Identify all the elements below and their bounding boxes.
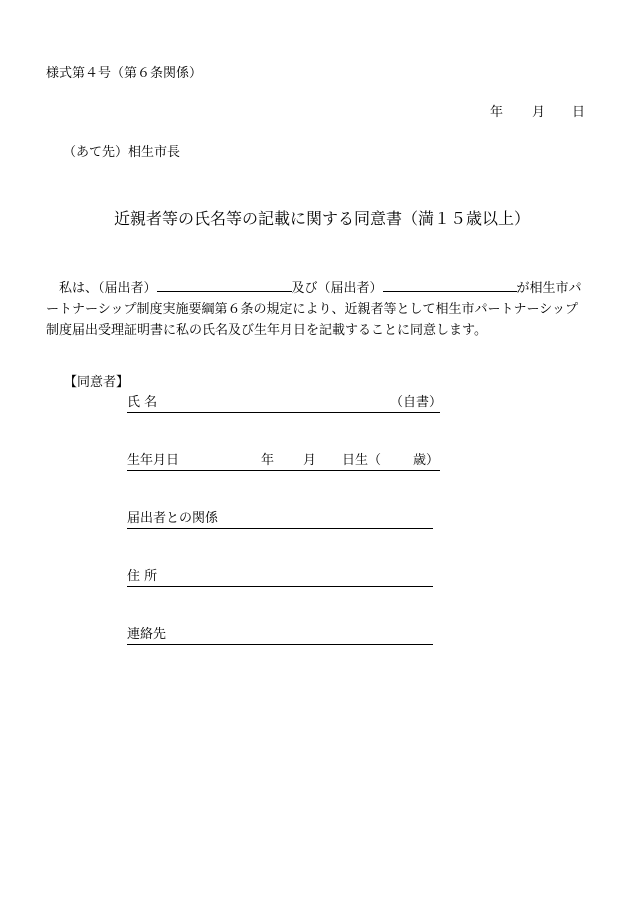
birthdate-label: 生年月日 — [127, 453, 180, 468]
birthdate-year: 年 — [261, 453, 275, 468]
birthdate-born: 日生（ — [342, 453, 382, 468]
applicant2-blank[interactable] — [383, 278, 517, 292]
statement-part2: 及び（届出者） — [291, 281, 383, 296]
contact-field[interactable] — [127, 628, 433, 645]
consent-statement — [46, 278, 588, 341]
birthdate-field[interactable] — [127, 454, 440, 471]
statement-part3: が相生市パートナーシップ制度実施要綱第６条の規定により、近親者等として相生市パートナーシップ制度届出受理証明書に私の氏名及び生年月日を記載することに同意します。 — [46, 281, 582, 338]
date-year-label: 年 — [490, 105, 504, 120]
contact-label: 連絡先 — [127, 627, 167, 642]
birthdate-age: 歳） — [413, 453, 440, 468]
name-field[interactable] — [127, 395, 443, 413]
applicant1-blank[interactable] — [157, 278, 292, 292]
form-number: 様式第４号（第６条関係） — [46, 66, 203, 81]
name-label: 氏 名 — [127, 395, 158, 410]
birthdate-month: 月 — [303, 453, 317, 468]
statement-part1: 私は、（届出者） — [59, 281, 157, 296]
date-month-label: 月 — [532, 105, 546, 120]
date-day-label: 日 — [572, 105, 586, 120]
document-title: 近親者等の氏名等の記載に関する同意書（満１５歳以上） — [114, 209, 531, 228]
name-handwritten-note: （自書） — [390, 395, 443, 410]
address-field[interactable] — [127, 570, 433, 587]
consenter-heading: 【同意者】 — [64, 375, 130, 390]
address-label: 住 所 — [127, 569, 158, 584]
relationship-label: 届出者との関係 — [127, 511, 219, 526]
relationship-field[interactable] — [127, 512, 433, 529]
addressee: （あて先）相生市長 — [63, 145, 181, 160]
